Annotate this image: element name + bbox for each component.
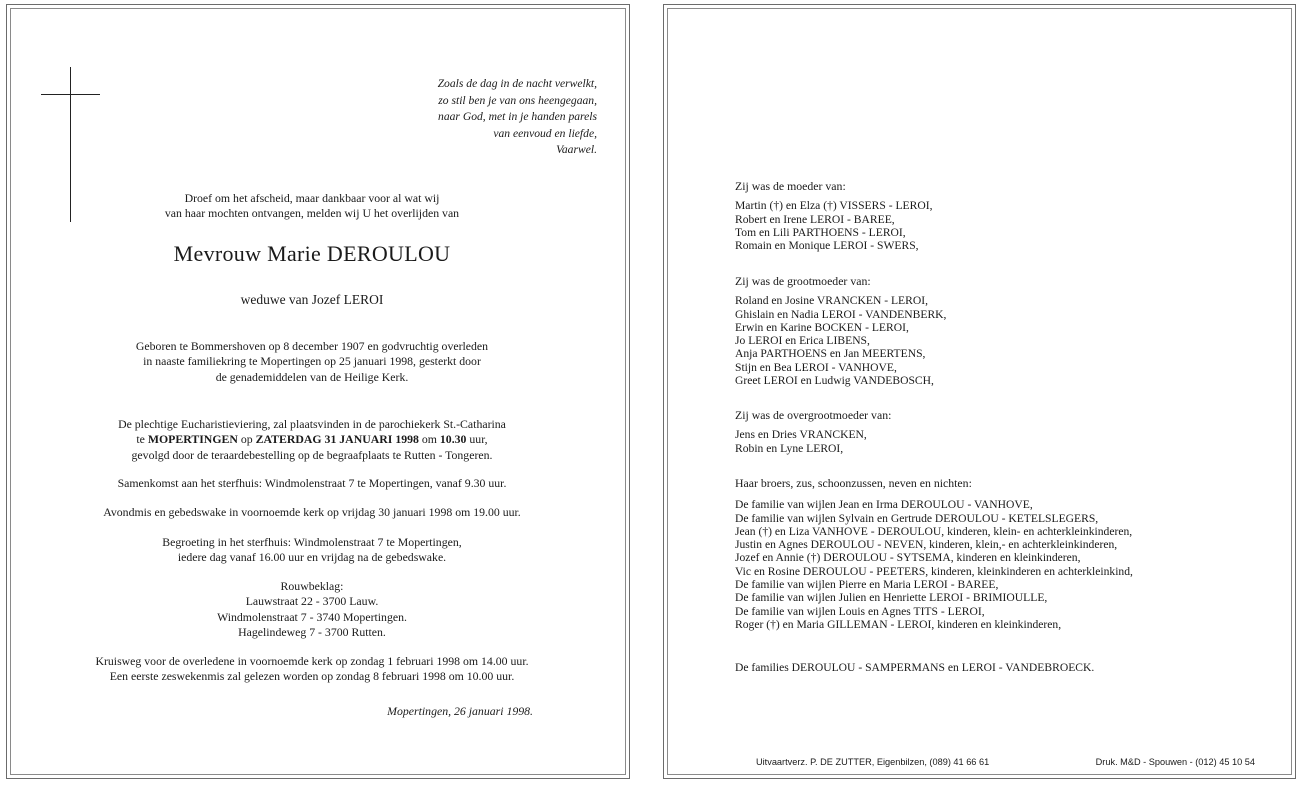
condolence-address: Hagelindeweg 7 - 3700 Rutten. (238, 625, 386, 640)
place-date: Mopertingen, 26 januari 1998. (387, 704, 533, 718)
later-mass-line: Een eerste zeswekenmis zal gelezen worden op zondag 8 februari 1998 om 10.00 uur. (109, 669, 515, 684)
relative-line: Stijn en Bea LEROI - VANHOVE, (735, 360, 897, 374)
families-line: De families DEROULOU - SAMPERMANS en LEROI - VANDEBROECK. (735, 661, 1095, 674)
mother-section (735, 180, 933, 252)
relative-line: Roger (†) en Maria GILLEMAN - LEROI, kinderen en kleinkinderen, (735, 617, 1062, 631)
relative-line: Jo LEROI en Erica LIBENS, (735, 334, 870, 348)
mass-text: om (418, 432, 440, 447)
mass-time: 10.30 (439, 432, 467, 447)
birth-line: de genademiddelen van de Heilige Kerk. (215, 369, 409, 384)
birth-line: in naaste familiekring te Mopertingen op 25 januari 1998, gesterkt door (143, 354, 481, 369)
relative-line: Jens en Dries VRANCKEN, (735, 428, 867, 442)
relative-line: Romain en Monique LEROI - SWERS, (735, 239, 919, 253)
relative-line: Robin en Lyne LEROI, (735, 441, 844, 455)
condolence-address: Windmolenstraat 7 - 3740 Mopertingen. (217, 609, 407, 624)
mass-line: De plechtige Eucharistieviering, zal plaatsvinden in de parochiekerk St.-Catharina (118, 417, 506, 431)
relative-line: Martin (†) en Elza (†) VISSERS - LEROI, (735, 199, 933, 213)
left-page (6, 4, 630, 779)
mass-line-2 (7, 432, 617, 447)
greeting-line: Begroeting in het sterfhuis: Windmolenstraat 7 te Mopertingen, (162, 535, 462, 549)
relative-line: Justin en Agnes DEROULOU - NEVEN, kinderen, klein,- en achterkleinkinderen, (735, 538, 1118, 552)
vigil: Avondmis en gebedswake in voornoemde kerk op vrijdag 30 januari 1998 om 19.00 uur. (103, 505, 521, 519)
great-grandmother-section (735, 409, 891, 455)
relative-line: De familie van wijlen Sylvain en Gertrude DEROULOU - KETELSLEGERS, (735, 511, 1099, 525)
mass-line: gevolgd door de teraardebestelling op de begraafplaats te Rutten - Tongeren. (131, 447, 493, 462)
relative-line: De familie van wijlen Jean en Irma DEROULOU - VANHOVE, (735, 498, 1033, 512)
relative-line: De familie van wijlen Julien en Henriette LEROI - BRIMIOULLE, (735, 591, 1048, 605)
relative-line: De familie van wijlen Louis en Agnes TITS - LEROI, (735, 604, 985, 618)
relative-line: Erwin en Karine BOCKEN - LEROI, (735, 320, 909, 334)
gathering: Samenkomst aan het sterfhuis: Windmolenstraat 7 te Mopertingen, vanaf 9.30 uur. (117, 476, 507, 490)
section-heading: Zij was de overgrootmoeder van: (735, 408, 892, 422)
relative-line: Tom en Lili PARTHOENS - LEROI, (735, 225, 906, 239)
poem-line: naar God, met in je handen parels (438, 110, 597, 123)
poem (438, 76, 597, 159)
footer-funeral-home: Uitvaartverz. P. DE ZUTTER, Eigenbilzen, (089) 41 66 61 (756, 757, 990, 767)
intro-line: van haar mochten ontvangen, melden wij U het overlijden van (164, 206, 460, 221)
section-heading: Haar broers, zus, schoonzussen, neven en nichten: (735, 476, 972, 490)
intro-line: Droef om het afscheid, maar dankbaar voor al wat wij (184, 191, 440, 205)
right-page (663, 4, 1296, 779)
mass-date: ZATERDAG 31 JANUARI 1998 (255, 432, 419, 447)
condolence (7, 579, 617, 641)
section-heading: Zij was de moeder van: (735, 179, 846, 193)
mass-text: te (136, 432, 148, 447)
poem-line: van eenvoud en liefde, (493, 126, 597, 140)
relative-line: De familie van wijlen Pierre en Maria LEROI - BAREE, (735, 578, 999, 592)
section-heading: Zij was de grootmoeder van: (735, 274, 871, 288)
grandmother-section (735, 275, 946, 387)
mass-info (7, 417, 617, 463)
mass-text: uur, (466, 432, 488, 447)
relative-line: Robert en Irene LEROI - BAREE, (735, 212, 895, 226)
mass-text: op (237, 432, 256, 447)
relative-line: Jozef en Annie (†) DEROULOU - SYTSEMA, kinderen en kleinkinderen, (735, 551, 1081, 565)
condolence-title: Rouwbeklag: (280, 579, 344, 593)
poem-line: zo stil ben je van ons heengegaan, (438, 93, 597, 107)
relative-line: Roland en Josine VRANCKEN - LEROI, (735, 294, 929, 308)
mass-place: MOPERTINGEN (147, 432, 238, 447)
cross-icon-bar (41, 94, 100, 95)
relative-line: Vic en Rosine DEROULOU - PEETERS, kinderen, kleinkinderen en achterkleinkind, (735, 564, 1133, 578)
greeting (7, 535, 617, 566)
footer-printer: Druk. M&D - Spouwen - (012) 45 10 54 (1095, 757, 1255, 767)
relative-line: Jean (†) en Liza VANHOVE - DEROULOU, kinderen, klein- en achterkleinkinderen, (735, 524, 1133, 538)
later-masses (7, 654, 617, 685)
birth-death-text (7, 339, 617, 385)
birth-line: Geboren te Bommershoven op 8 december 1907 en godvruchtig overleden (135, 339, 489, 353)
right-page-border (667, 8, 1292, 775)
widow-of: weduwe van Jozef LEROI (240, 292, 384, 307)
poem-line: Vaarwel. (556, 143, 597, 156)
greeting-line: iedere dag vanaf 16.00 uur en vrijdag na de gebedswake. (177, 550, 447, 565)
later-mass-line: Kruisweg voor de overledene in voornoemde kerk op zondag 1 februari 1998 om 14.00 uur. (95, 654, 529, 668)
relative-line: Anja PARTHOENS en Jan MEERTENS, (735, 347, 926, 361)
siblings-section (735, 477, 1133, 631)
intro (7, 191, 617, 222)
relative-line: Ghislain en Nadia LEROI - VANDENBERK, (735, 307, 947, 321)
deceased-name: Mevrouw Marie DEROULOU (173, 241, 451, 266)
poem-line: Zoals de dag in de nacht verwelkt, (437, 77, 597, 90)
relative-line: Greet LEROI en Ludwig VANDEBOSCH, (735, 374, 934, 388)
condolence-address: Lauwstraat 22 - 3700 Lauw. (245, 594, 379, 609)
